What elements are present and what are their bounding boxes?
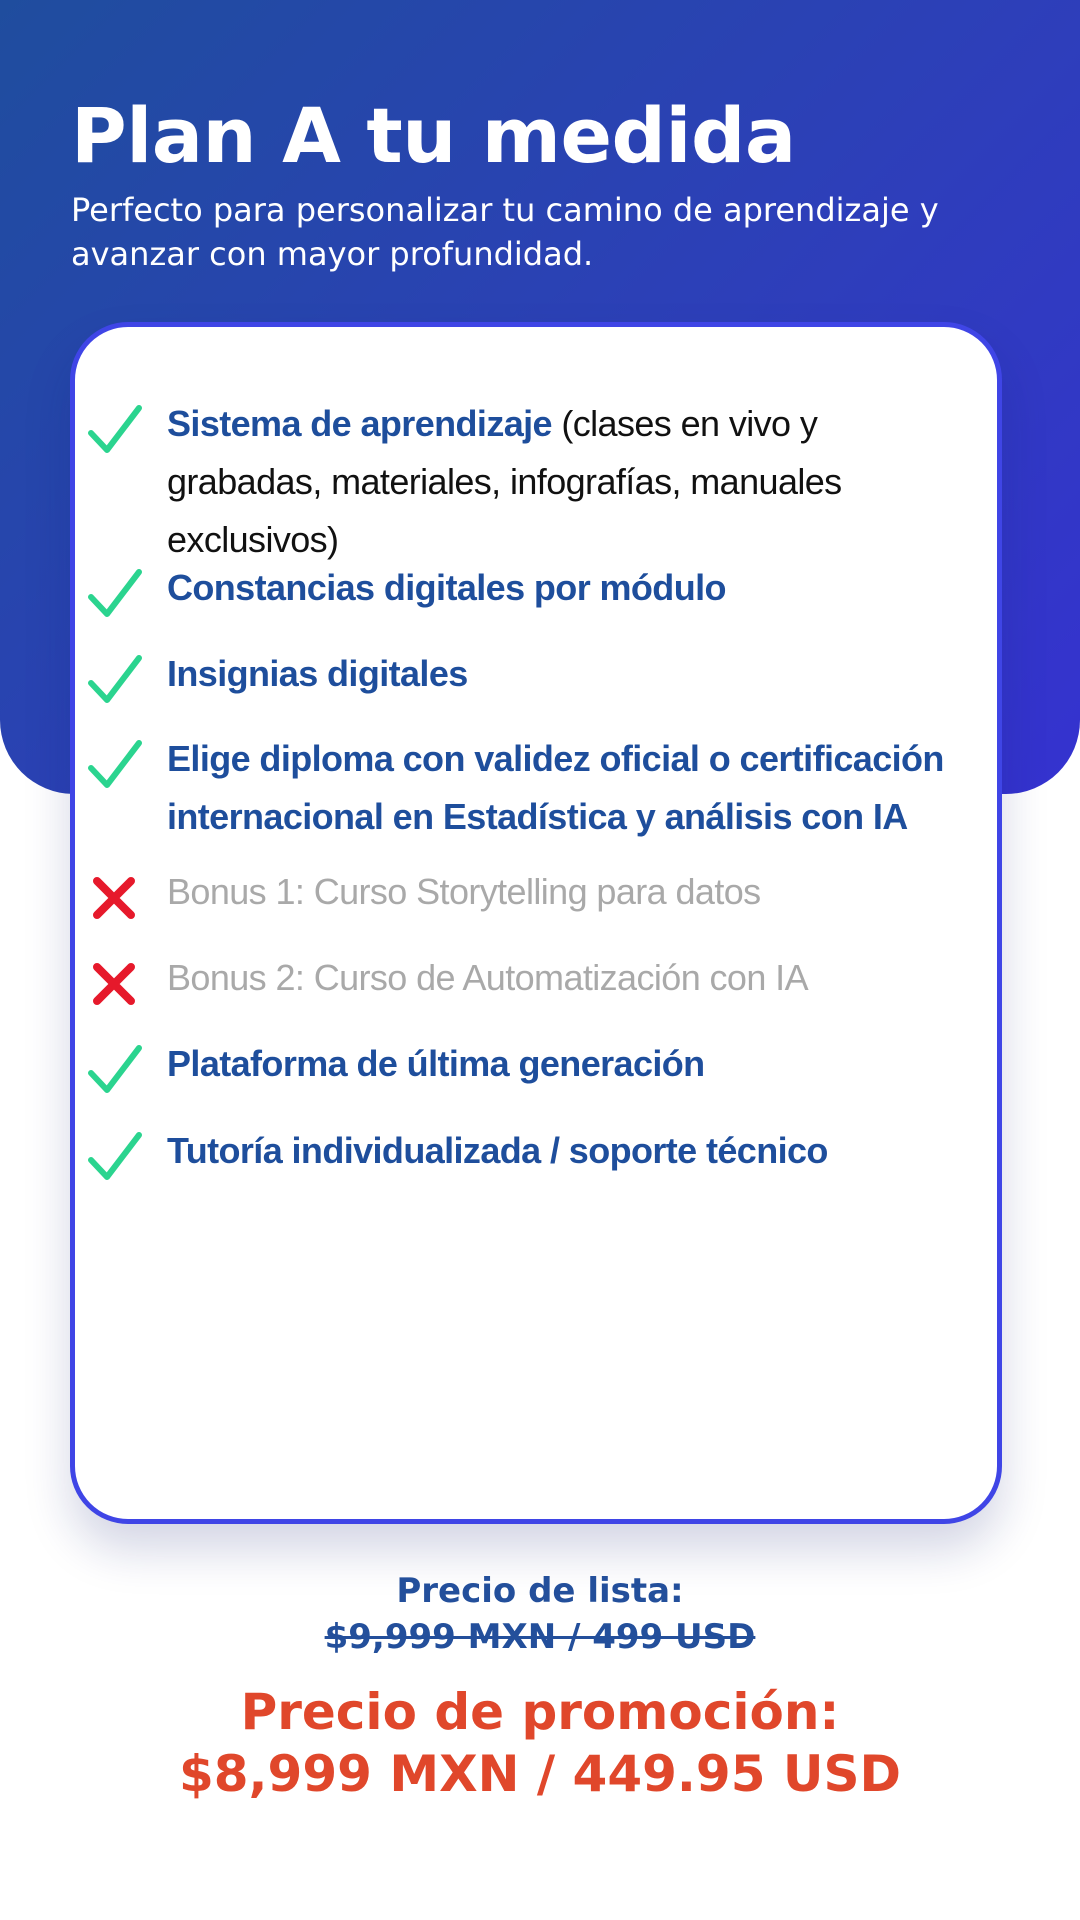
feature-text: Tutoría individualizada / soporte técnico xyxy=(167,1130,828,1171)
feature-text: Elige diploma con validez oficial o certificación internacional en Estadística y análisis con IA xyxy=(167,738,944,837)
list-price-label: Precio de lista: xyxy=(396,1571,684,1611)
feature-text: Constancias digitales por módulo xyxy=(167,567,726,608)
feature-text: Bonus 2: Curso de Automatización con IA xyxy=(167,957,808,998)
check-icon xyxy=(85,1041,143,1099)
feature-detail-text: (clases en vivo y grabadas, materiales, infografías, manuales exclusivos) xyxy=(167,403,842,560)
check-icon xyxy=(85,401,143,459)
feature-text: Plataforma de última generación xyxy=(167,1043,705,1084)
features-card xyxy=(70,322,1002,1524)
promo-price-label: Precio de promoción: xyxy=(240,1683,840,1741)
feature-text: Bonus 1: Curso Storytelling para datos xyxy=(167,871,761,912)
cross-icon xyxy=(85,955,143,1013)
feature-text xyxy=(167,395,977,569)
page-subtitle: Perfecto para personalizar tu camino de aprendizaje y avanzar con mayor profundidad. xyxy=(71,191,939,273)
list-price-value: $9,999 MXN / 499 USD xyxy=(324,1617,756,1657)
check-icon xyxy=(85,565,143,623)
page-title: Plan A tu medida xyxy=(71,91,796,180)
feature-bold-text: Sistema de aprendizaje xyxy=(167,403,552,444)
feature-text: Insignias digitales xyxy=(167,653,468,694)
check-icon xyxy=(85,1128,143,1186)
check-icon xyxy=(85,736,143,794)
check-icon xyxy=(85,651,143,709)
promo-price-value: $8,999 MXN / 449.95 USD xyxy=(178,1745,902,1803)
cross-icon xyxy=(85,869,143,927)
